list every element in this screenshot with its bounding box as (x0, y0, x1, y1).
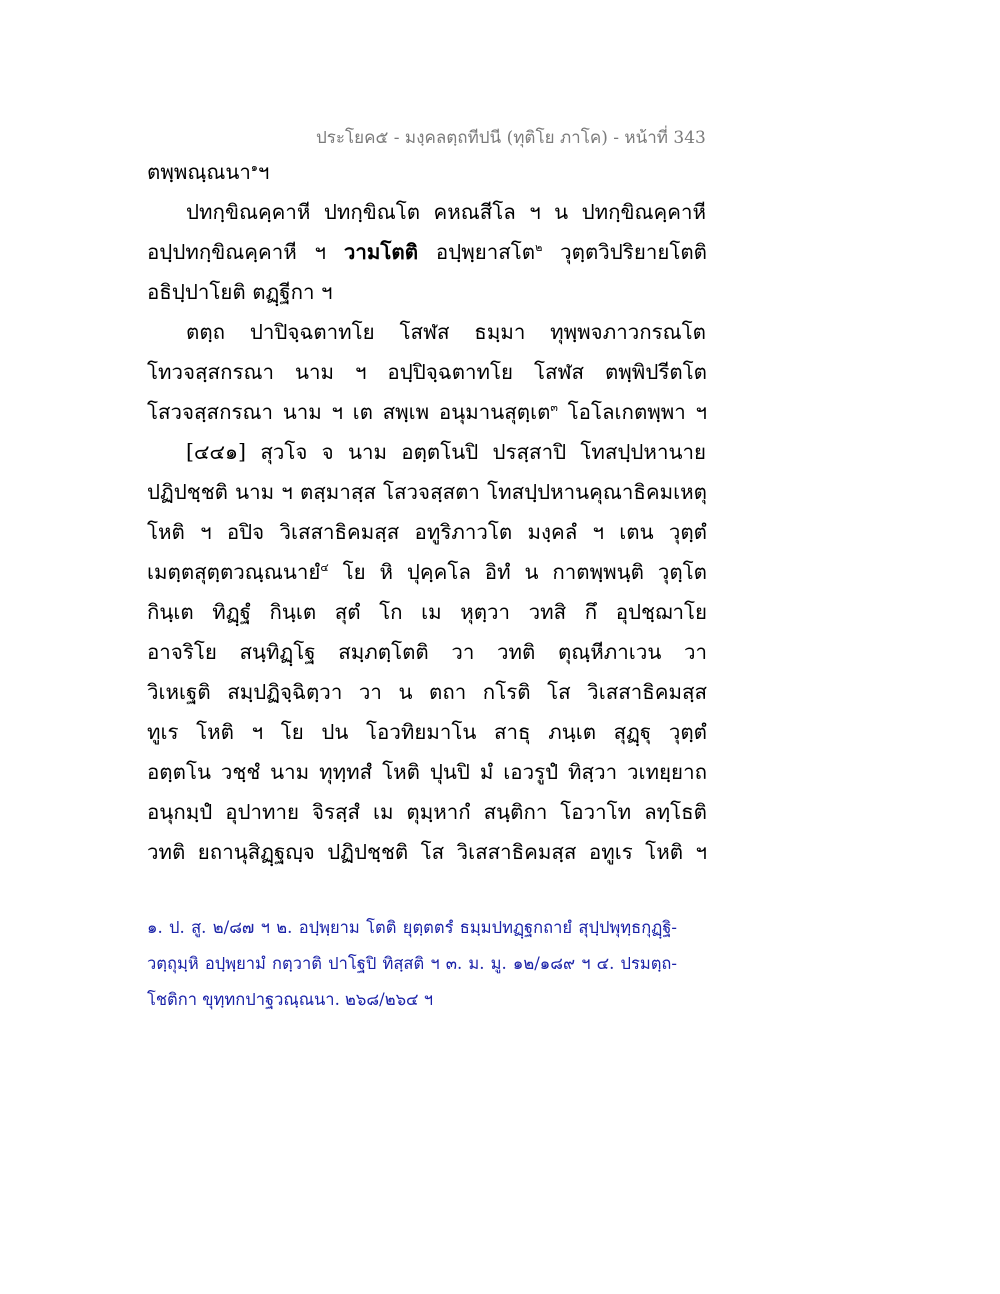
text-line (186, 198, 706, 226)
text-segment: เมตฺตสุตฺตวณฺณนายํ (147, 560, 321, 584)
text-segment: ฯ (257, 160, 270, 184)
text-segment: วุตฺตวิปริยายโตติ (542, 240, 707, 264)
text-segment: อปฺพฺยาสโต (418, 240, 536, 264)
text-line (147, 598, 707, 626)
text-segment: โหติ ฯ อปิจ วิเสสาธิคมสฺส อทูริภาวโต มงฺคลํ ฯ เตน วุตฺตํ (147, 520, 707, 544)
text-segment: โย หิ ปุคฺคโล อิทํ น กาตพฺพนฺติ วุตฺโต (328, 560, 707, 584)
text-line (186, 318, 706, 346)
text-segment: ทูเร โหติ ฯ โย ปน โอวทิยมาโน สาธุ ภนฺเต สุฏฺฐุ วุตฺตํ (147, 720, 707, 744)
text-segment: ตพฺพณฺณนา (147, 160, 251, 184)
text-line (147, 358, 707, 386)
footnote-line: วตฺถุมฺหิ อปฺพฺยามํ กตฺวาติ ปาโฐปิ ทิสฺสติ ฯ ๓. ม. มู. ๑๒/๑๘๙ ฯ ๔. ปรมตฺถ- (147, 954, 677, 973)
footnote-mark: ๒ (535, 241, 543, 255)
text-segment: วิเหเฐติ สมฺปฏิจฺฉิตฺวา วา น ตถา กโรติ โส วิเสสาธิคมสฺส (147, 680, 707, 704)
text-segment: [๔๔๑] สุวโจ จ นาม อตฺตโนปิ ปรสฺสาปิ โทสปฺปหานาย (186, 440, 706, 464)
text-segment: ตตฺถ ปาปิจฺฉตาทโย โสฬส ธมฺมา ทุพฺพจภาวกรณโต (186, 320, 706, 344)
text-segment: วทติ ยถานุสิฏฺฐญฺจ ปฏิปชฺชติ โส วิเสสาธิคมสฺส อทูเร โหติ ฯ (147, 840, 707, 864)
text-line (147, 678, 707, 706)
footnote-mark: ๔ (320, 561, 329, 575)
text-segment: ปทกฺขิณคฺคาหี ปทกฺขิณโต คหณสีโล ฯ น ปทกฺขิณคฺคาหี (186, 200, 706, 224)
text-segment: โทวจสฺสกรณา นาม ฯ อปฺปิจฺฉตาทโย โสฬส ตพฺพิปรีตโต (147, 360, 707, 384)
text-line (147, 718, 707, 746)
footnote-line: โชติกา ขุทฺทกปาฐวณฺณนา. ๒๖๘/๒๖๔ ฯ (147, 990, 434, 1009)
text-segment: อาจริโย สนฺทิฏฺโฐ สมฺภตฺโตติ วา วทติ ตุณฺหีภาเวน วา (147, 640, 707, 664)
text-line (147, 158, 707, 186)
text-line (186, 438, 706, 466)
text-segment: โอโลเกตพฺพา ฯ (557, 400, 707, 424)
page-header: ประโยค๕ - มงฺคลตฺถทีปนี (ทุติโย ภาโค) - หน้าที่ 343 (316, 128, 706, 148)
text-line (147, 398, 707, 426)
footnote-mark: ๓ (550, 401, 558, 415)
text-line (147, 518, 707, 546)
text-line (147, 838, 707, 866)
text-line (147, 558, 707, 586)
text-line (147, 478, 707, 506)
text-line (147, 278, 707, 306)
text-segment: อธิปฺปาโยติ ตฏฺฐีกา ฯ (147, 280, 333, 304)
text-segment: อตฺตโน วชฺชํ นาม ทุทฺทสํ โหติ ปุนปิ มํ เอวรูปํ ทิสฺวา วเทยฺยาถ (147, 760, 707, 784)
text-line (147, 238, 707, 266)
text-segment: กินฺเต ทิฏฺฐํ กินฺเต สุตํ โก เม หุตฺวา วทสิ กึ อุปชฺฌาโย (147, 600, 707, 624)
footnote-line: ๑. ป. สู. ๒/๘๗ ฯ ๒. อปฺพฺยาม โตติ ยุตฺตตรํ ธมฺมปทฏฺฐกถายํ สุปฺปพุทฺธกุฏฺฐิ- (147, 918, 677, 937)
text-line (147, 638, 707, 666)
text-line (147, 798, 707, 826)
text-segment: ปฏิปชฺชติ นาม ฯ ตสฺมาสฺส โสวจสฺสตา โทสปฺปหานคุณาธิคมเหตุ (147, 480, 707, 504)
text-segment: อนุกมฺปํ อุปาทาย จิรสฺสํ เม ตุมฺหากํ สนฺติกา โอวาโท ลทฺโธติ (147, 800, 707, 824)
text-segment: อปฺปทกฺขิณคฺคาหี ฯ (147, 240, 344, 264)
footnote-mark: ๑ (250, 161, 258, 175)
text-segment: โสวจสฺสกรณา นาม ฯ เต สพฺเพ อนุมานสุตฺเต (147, 400, 551, 424)
bold-term: วามโตติ (343, 240, 419, 264)
text-line (147, 758, 707, 786)
